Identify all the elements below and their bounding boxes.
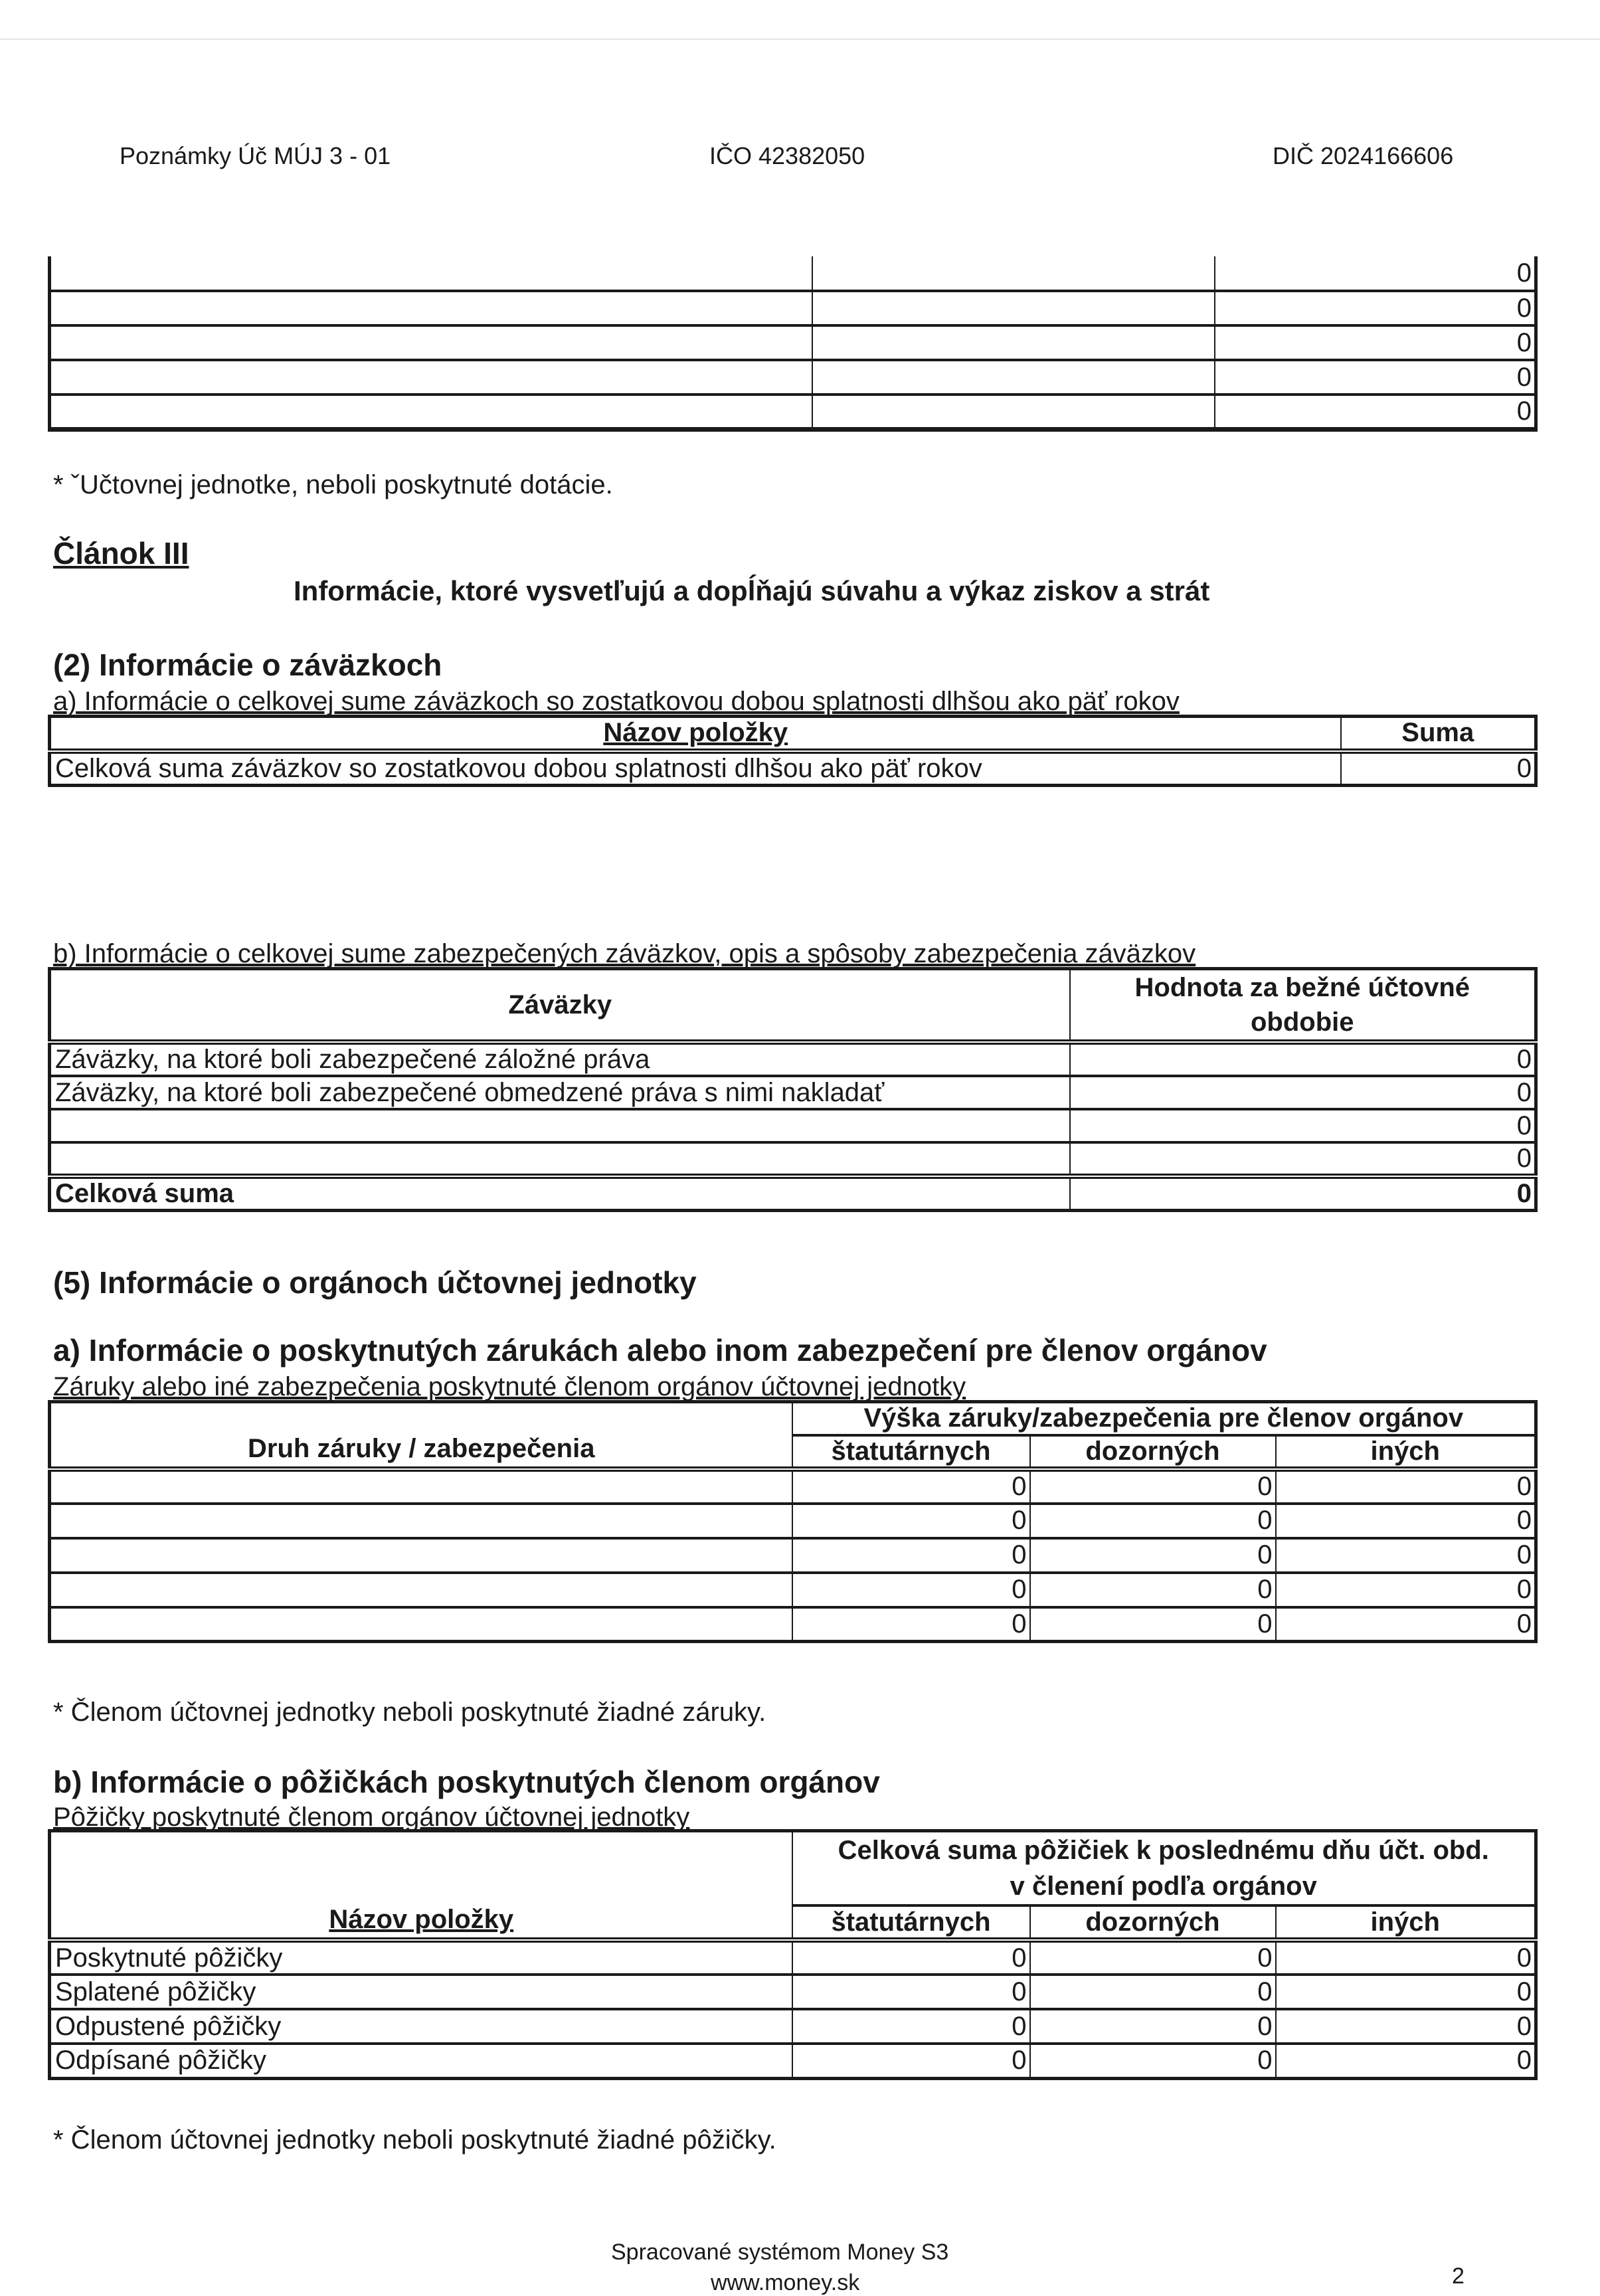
- section-2-title: (2) Informácie o záväzkoch: [53, 648, 442, 682]
- table-row: [50, 325, 1536, 360]
- table-row: [50, 1042, 1536, 1076]
- section-5b-caption: Pôžičky poskytnuté členom orgánov účtovnej jednotky: [53, 1803, 690, 1832]
- loans-note: * Členom účtovnej jednotky neboli poskytnuté žiadné pôžičky.: [53, 2125, 776, 2155]
- item-name-cell: Odpísané pôžičky: [50, 2044, 792, 2078]
- value-cell: 0: [792, 2009, 1030, 2044]
- footer-website: www.money.sk: [711, 2270, 860, 2295]
- value-cell: 0: [792, 1573, 1030, 1607]
- cell: [50, 291, 812, 325]
- cell: [50, 325, 812, 360]
- group-header-guarantee-amount: Výška záruky/zabezpečenia pre členov orgánov: [792, 1402, 1536, 1435]
- cell: [812, 325, 1215, 360]
- article-subtitle: Informácie, ktoré vysvetľujú a dopĺňajú súvahu a výkaz ziskov a strát: [294, 575, 1210, 606]
- value-cell: 0: [1276, 1573, 1536, 1607]
- section-5-title: (5) Informácie o orgánoch účtovnej jednotky: [53, 1265, 697, 1300]
- group-header-line-2: v členení podľa orgánov: [1010, 1872, 1317, 1901]
- value-cell: 0: [1276, 1940, 1536, 1975]
- total-value: 0: [1070, 1176, 1536, 1211]
- section-5a-title: a) Informácie o poskytnutých zárukách alebo inom zabezpečení pre členov orgánov: [53, 1333, 1267, 1368]
- value-cell: 0: [1030, 1538, 1276, 1573]
- cell: [50, 360, 812, 395]
- total-label: Celková suma: [50, 1176, 1070, 1211]
- table-row: [50, 1142, 1536, 1176]
- value-cell: 0: [1276, 1538, 1536, 1573]
- value-cell: 0: [1070, 1142, 1536, 1176]
- secured-liabilities-table: [48, 967, 1538, 1212]
- form-code: Poznámky Úč MÚJ 3 - 01: [120, 142, 391, 169]
- item-name-header-label: Názov položky: [329, 1905, 514, 1934]
- value-cell: 0: [792, 1469, 1030, 1504]
- group-header-line-1: Celková suma pôžičiek k poslednému dňu účt. obd.: [838, 1836, 1489, 1865]
- group-header-row: [50, 1402, 1536, 1435]
- table-row: [50, 1573, 1536, 1607]
- group-header-loan-total: [792, 1831, 1536, 1906]
- value-cell: 0: [1030, 2009, 1276, 2044]
- column-header-item-name: [50, 1831, 792, 1941]
- column-header-other: iných: [1276, 1435, 1536, 1469]
- value-cell: 0: [1030, 2044, 1276, 2078]
- column-header-current-period-value: Hodnota za bežné účtovné obdobie: [1070, 969, 1536, 1043]
- table-row: [50, 1469, 1536, 1504]
- guarantees-note: * Členom účtovnej jednotky neboli poskytnuté žiadné záruky.: [53, 1698, 766, 1727]
- table-row: [50, 1538, 1536, 1573]
- item-name-cell: Odpustené pôžičky: [50, 2009, 792, 2044]
- table-row: [50, 1940, 1536, 1975]
- value-cell: 0: [1341, 751, 1536, 786]
- value-cell: 0: [1215, 360, 1536, 395]
- column-header-supervisory: dozorných: [1030, 1905, 1276, 1940]
- table-row: [50, 1975, 1536, 2009]
- item-name-cell: [50, 1142, 1070, 1176]
- subsidy-note: * ˇUčtovnej jednotke, neboli poskytnuté dotácie.: [53, 470, 613, 499]
- column-header-guarantee-type: Druh záruky / zabezpečenia: [50, 1402, 792, 1469]
- item-name-cell: [50, 1109, 1070, 1142]
- value-cell: 0: [1070, 1109, 1536, 1142]
- value-cell: 0: [1276, 1975, 1536, 2009]
- value-cell: 0: [792, 2044, 1030, 2078]
- table-row: [50, 1504, 1536, 1538]
- value-cell: 0: [1276, 1469, 1536, 1504]
- column-header-statutory: štatutárnych: [792, 1435, 1030, 1469]
- section-2a-caption: a) Informácie o celkovej sume záväzkoch so zostatkovou dobou splatnosti dlhšou ako päť rokov: [53, 687, 1180, 716]
- column-header-statutory: štatutárnych: [792, 1905, 1030, 1940]
- column-header-sum: Suma: [1341, 717, 1536, 751]
- scan-edge-line: [0, 39, 1600, 40]
- column-header-supervisory: dozorných: [1030, 1435, 1276, 1469]
- item-name-cell: [50, 1469, 792, 1504]
- value-cell: 0: [1276, 2044, 1536, 2078]
- table-row: [50, 1109, 1536, 1142]
- footer-processed-by: Spracované systémom Money S3: [611, 2240, 949, 2265]
- column-header-liabilities: Záväzky: [50, 969, 1070, 1043]
- ico-number: IČO 42382050: [709, 142, 865, 169]
- cell: [812, 256, 1215, 291]
- value-cell: 0: [1030, 1504, 1276, 1538]
- value-cell: 0: [792, 1607, 1030, 1642]
- value-cell: 0: [1030, 1469, 1276, 1504]
- table-row: [50, 751, 1536, 786]
- value-cell: 0: [1070, 1042, 1536, 1076]
- table-row: [50, 291, 1536, 325]
- item-name-cell: [50, 1538, 792, 1573]
- section-5a-caption: Záruky alebo iné zabezpečenia poskytnuté členom orgánov účtovnej jednotky: [53, 1372, 966, 1401]
- dic-number: DIČ 2024166606: [1273, 142, 1454, 169]
- cell: [812, 360, 1215, 395]
- value-cell: 0: [1030, 1975, 1276, 2009]
- table-row: [50, 1076, 1536, 1109]
- value-cell: 0: [1030, 1573, 1276, 1607]
- top-continuation-table: [48, 256, 1538, 432]
- item-name-cell: Záväzky, na ktoré boli zabezpečené záložné práva: [50, 1042, 1070, 1076]
- total-row: [50, 1176, 1536, 1211]
- long-term-liabilities-table: [48, 715, 1538, 787]
- value-cell: 0: [792, 1940, 1030, 1975]
- item-name-cell: Záväzky, na ktoré boli zabezpečené obmedzené práva s nimi nakladať: [50, 1076, 1070, 1109]
- section-5b-title: b) Informácie o pôžičkách poskytnutých členom orgánov: [53, 1765, 880, 1799]
- guarantees-table: [48, 1400, 1538, 1643]
- page-number: 2: [1452, 2263, 1465, 2289]
- cell: [50, 256, 812, 291]
- item-name-cell: Poskytnuté pôžičky: [50, 1940, 792, 1975]
- table-row: [50, 2009, 1536, 2044]
- value-cell: 0: [792, 1504, 1030, 1538]
- item-name-cell: Splatené pôžičky: [50, 1975, 792, 2009]
- header-row: [50, 969, 1536, 1043]
- value-cell: 0: [1276, 2009, 1536, 2044]
- value-cell: 0: [1276, 1607, 1536, 1642]
- item-name-cell: Celková suma záväzkov so zostatkovou dobou splatnosti dlhšou ako päť rokov: [50, 751, 1341, 786]
- article-title: Článok III: [53, 536, 189, 571]
- column-header-item-name: Názov položky: [50, 717, 1341, 751]
- item-name-cell: [50, 1607, 792, 1642]
- value-cell: 0: [1276, 1504, 1536, 1538]
- value-cell: 0: [1070, 1076, 1536, 1109]
- value-cell: 0: [1215, 256, 1536, 291]
- table-row: [50, 360, 1536, 395]
- value-cell: 0: [792, 1975, 1030, 2009]
- column-header-other: iných: [1276, 1905, 1536, 1940]
- cell: [812, 291, 1215, 325]
- value-cell: 0: [1215, 291, 1536, 325]
- table-row: [50, 395, 1536, 429]
- header-row: [50, 717, 1536, 751]
- item-name-cell: [50, 1573, 792, 1607]
- value-cell: 0: [1215, 325, 1536, 360]
- value-cell: 0: [1215, 395, 1536, 429]
- cell: [812, 395, 1215, 429]
- value-cell: 0: [1030, 1940, 1276, 1975]
- table-row: [50, 1607, 1536, 1642]
- item-name-cell: [50, 1504, 792, 1538]
- group-header-row: [50, 1831, 1536, 1906]
- section-2b-caption: b) Informácie o celkovej sume zabezpečených záväzkov, opis a spôsoby zabezpečenia záväzkov: [53, 939, 1196, 968]
- loans-table: [48, 1829, 1538, 2080]
- cell: [50, 395, 812, 429]
- table-row: [50, 2044, 1536, 2078]
- value-cell: 0: [1030, 1607, 1276, 1642]
- value-cell: 0: [792, 1538, 1030, 1573]
- table-row: [50, 256, 1536, 291]
